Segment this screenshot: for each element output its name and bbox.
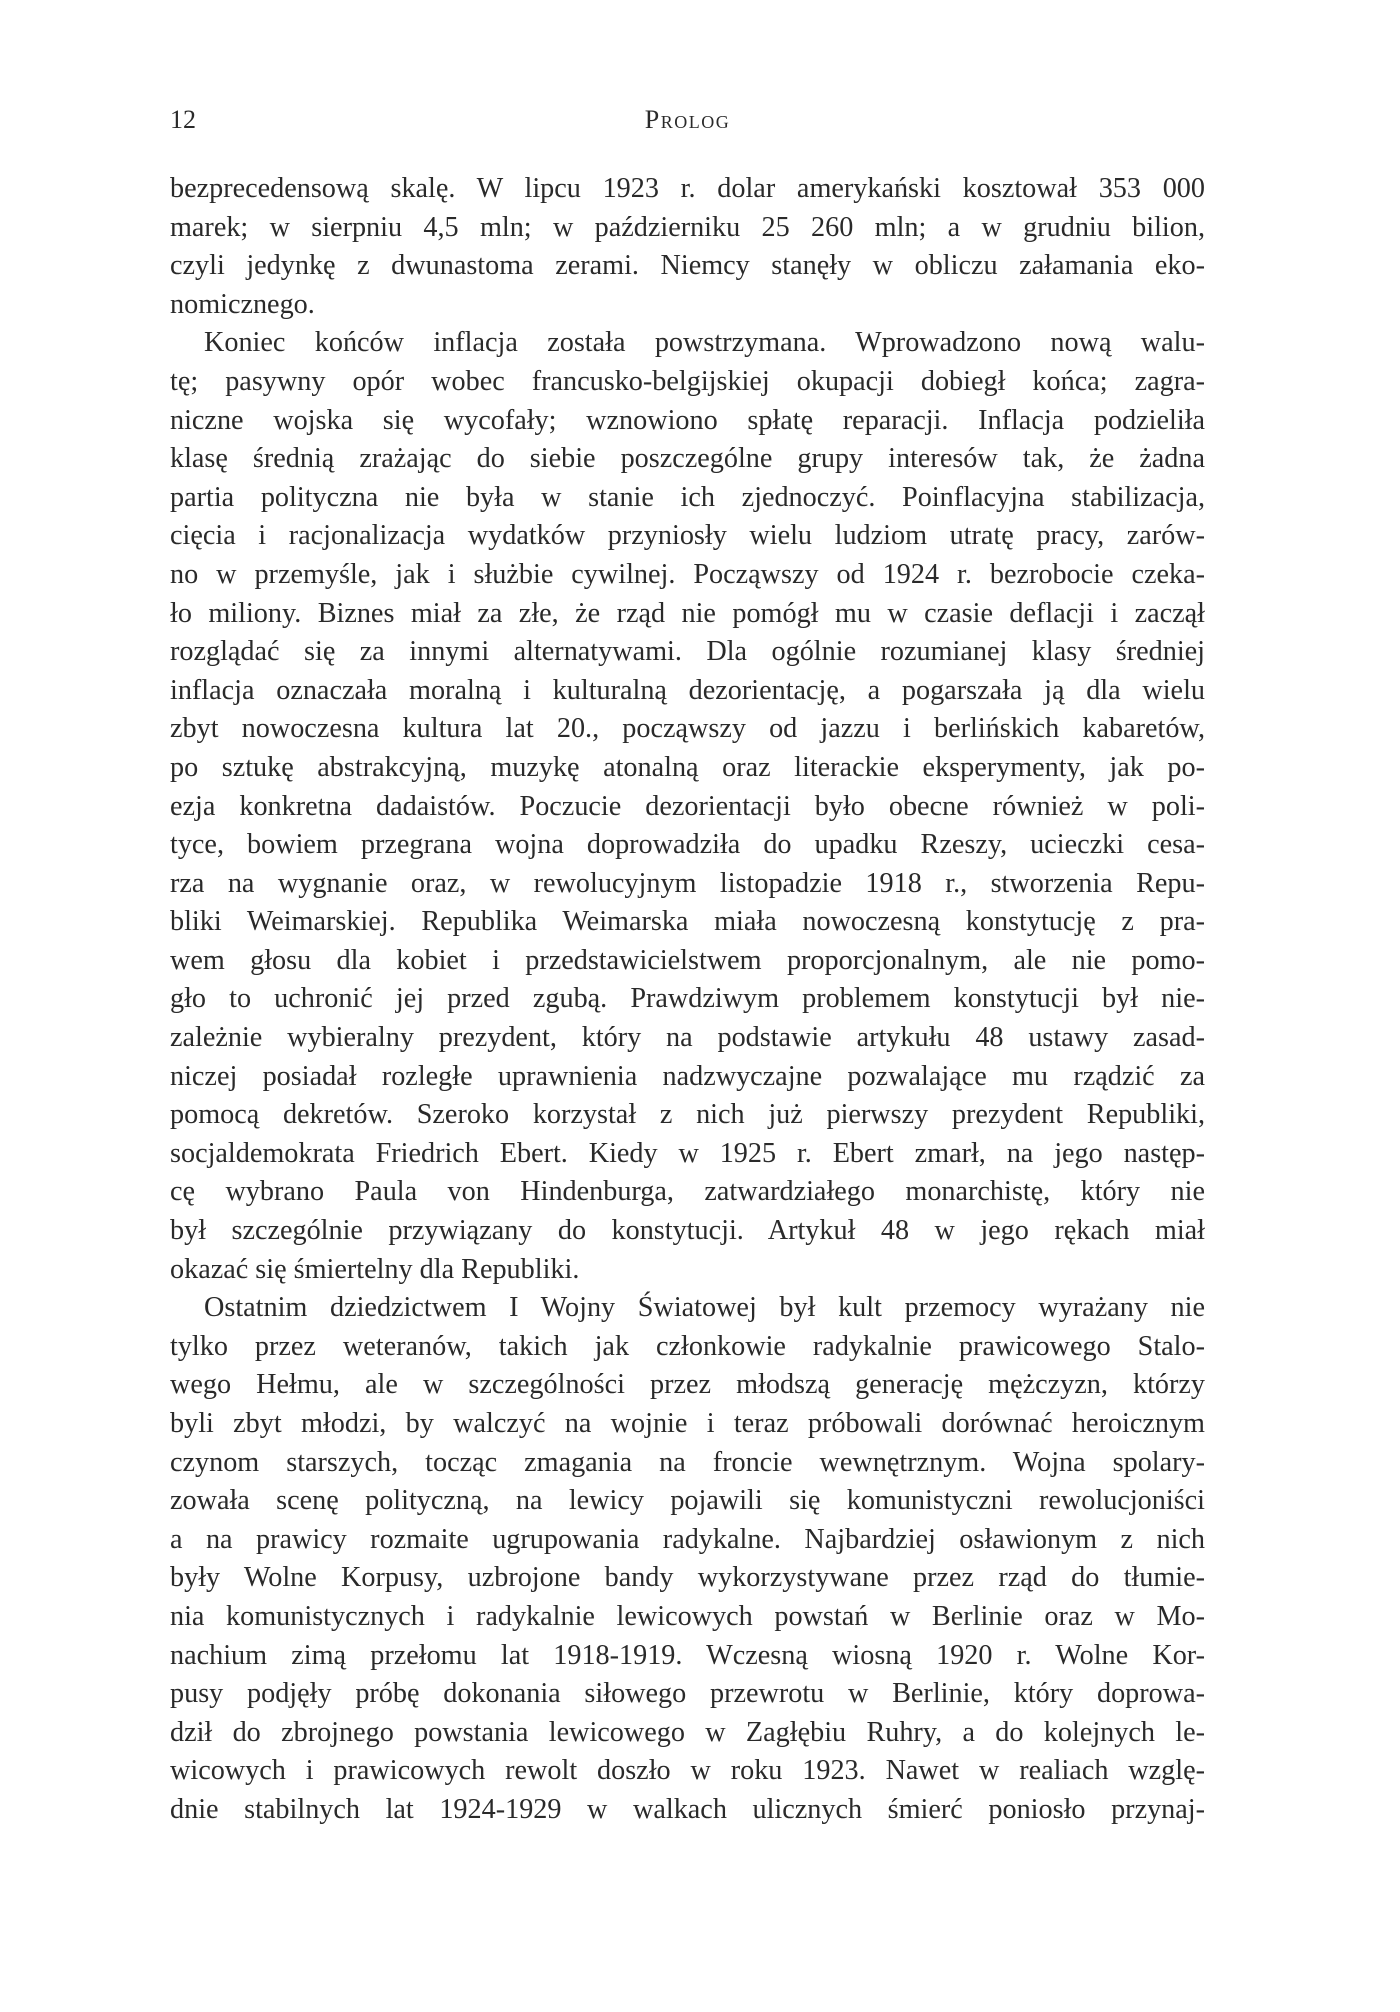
text-line: wicowych i prawicowych rewolt doszło w roku 1923. Nawet w realiach wzglę- — [170, 1755, 1205, 1787]
text-line: nachium zimą przełomu lat 1918-1919. Wczesną wiosną 1920 r. Wolne Kor- — [170, 1639, 1205, 1671]
text-line: Ostatnim dziedzictwem I Wojny Światowej był kult przemocy wyrażany nie — [204, 1292, 1205, 1324]
text-line: wego Hełmu, ale w szczególności przez młodszą generację mężczyzn, którzy — [170, 1369, 1205, 1401]
text-line: zowała scenę polityczną, na lewicy pojawili się komunistyczni rewolucjoniści — [170, 1485, 1205, 1517]
text-line: czyli jedynkę z dwunastoma zerami. Niemcy stanęły w obliczu załamania eko- — [170, 250, 1205, 282]
text-line: był szczególnie przywiązany do konstytucji. Artykuł 48 w jego rękach miał — [170, 1215, 1205, 1247]
paragraph — [170, 324, 1205, 1289]
text-line: wem głosu dla kobiet i przedstawicielstwem proporcjonalnym, ale nie pomo- — [170, 944, 1205, 976]
running-head — [170, 100, 1205, 140]
paragraph — [170, 170, 1205, 324]
text-line: bezprecedensową skalę. W lipcu 1923 r. dolar amerykański kosztował 353 000 — [170, 173, 1205, 204]
text-line: niczej posiadał rozległe uprawnienia nadzwyczajne pozwalające mu rządzić za — [170, 1060, 1205, 1092]
text-line: gło to uchronić jej przed zgubą. Prawdziwym problemem konstytucji był nie- — [170, 983, 1205, 1015]
text-line: rza na wygnanie oraz, w rewolucyjnym listopadzie 1918 r., stworzenia Repu- — [170, 867, 1205, 899]
text-line: dnie stabilnych lat 1924-1929 w walkach ulicznych śmierć poniosło przynaj- — [170, 1793, 1205, 1825]
text-line: okazać się śmiertelny dla Republiki. — [170, 1253, 580, 1285]
text-line: cę wybrano Paula von Hindenburga, zatwardziałego monarchistę, który nie — [170, 1176, 1205, 1208]
text-line: byli zbyt młodzi, by walczyć na wojnie i teraz próbowali dorównać heroicznym — [170, 1408, 1205, 1439]
text-line: ezja konkretna dadaistów. Poczucie dezorientacji było obecne również w poli- — [170, 790, 1205, 822]
text-line: a na prawicy rozmaite ugrupowania radykalne. Najbardziej osławionym z nich — [170, 1523, 1205, 1555]
text-line: pomocą dekretów. Szeroko korzystał z nich już pierwszy prezydent Republiki, — [170, 1099, 1205, 1131]
text-line: pusy podjęły próbę dokonania siłowego przewrotu w Berlinie, który doprowa- — [170, 1678, 1205, 1710]
text-line: po sztukę abstrakcyjną, muzykę atonalną oraz literackie eksperymenty, jak po- — [170, 751, 1205, 783]
paragraph — [170, 1289, 1205, 1829]
text-line: cięcia i racjonalizacja wydatków przyniosły wielu ludziom utratę pracy, zarów- — [170, 520, 1205, 552]
running-title: Prolog — [644, 105, 731, 134]
text-line: tylko przez weteranów, takich jak członkowie radykalnie prawicowego Stalo- — [170, 1330, 1205, 1362]
text-line: rozglądać się za innymi alternatywami. Dla ogólnie rozumianej klasy średniej — [170, 636, 1205, 668]
text-line: były Wolne Korpusy, uzbrojone bandy wykorzystywane przez rząd do tłumie- — [170, 1562, 1205, 1594]
text-line: tę; pasywny opór wobec francusko-belgijskiej okupacji dobiegł końca; zagra- — [170, 365, 1205, 397]
text-line: partia polityczna nie była w stanie ich zjednoczyć. Poinflacyjna stabilizacja, — [170, 481, 1205, 513]
text-line: nia komunistycznych i radykalnie lewicowych powstań w Berlinie oraz w Mo- — [170, 1600, 1205, 1632]
text-line: bliki Weimarskiej. Republika Weimarska miała nowoczesną konstytucję z pra- — [170, 906, 1205, 938]
page-number: 12 — [170, 105, 196, 134]
text-line: inflacja oznaczała moralną i kulturalną dezorientację, a pogarszała ją dla wielu — [170, 674, 1205, 706]
text-line: klasę średnią zrażając do siebie poszczególne grupy interesów tak, że żadna — [170, 443, 1205, 475]
text-line: czynom starszych, tocząc zmagania na froncie wewnętrznym. Wojna spolary- — [170, 1446, 1205, 1478]
text-line: dził do zbrojnego powstania lewicowego w Zagłębiu Ruhry, a do kolejnych le- — [170, 1716, 1205, 1748]
text-line: no w przemyśle, jak i służbie cywilnej. Począwszy od 1924 r. bezrobocie czeka- — [170, 558, 1205, 590]
text-line: socjaldemokrata Friedrich Ebert. Kiedy w 1925 r. Ebert zmarł, na jego następ- — [170, 1137, 1205, 1169]
text-line: zależnie wybieralny prezydent, który na podstawie artykułu 48 ustawy zasad- — [170, 1022, 1205, 1054]
text-line: nomicznego. — [170, 288, 315, 320]
text-line: Koniec końców inflacja została powstrzymana. Wprowadzono nową walu- — [204, 327, 1205, 359]
text-line: marek; w sierpniu 4,5 mln; w październiku 25 260 mln; a w grudniu bilion, — [170, 211, 1205, 243]
body-text — [170, 170, 1205, 1830]
text-line: niczne wojska się wycofały; wznowiono spłatę reparacji. Inflacja podzieliła — [170, 404, 1205, 436]
text-line: ło miliony. Biznes miał za złe, że rząd nie pomógł mu w czasie deflacji i zaczął — [170, 597, 1205, 629]
text-line: tyce, bowiem przegrana wojna doprowadziła do upadku Rzeszy, ucieczki cesa- — [170, 829, 1205, 861]
text-line: zbyt nowoczesna kultura lat 20., począwszy od jazzu i berlińskich kabaretów, — [170, 713, 1205, 745]
